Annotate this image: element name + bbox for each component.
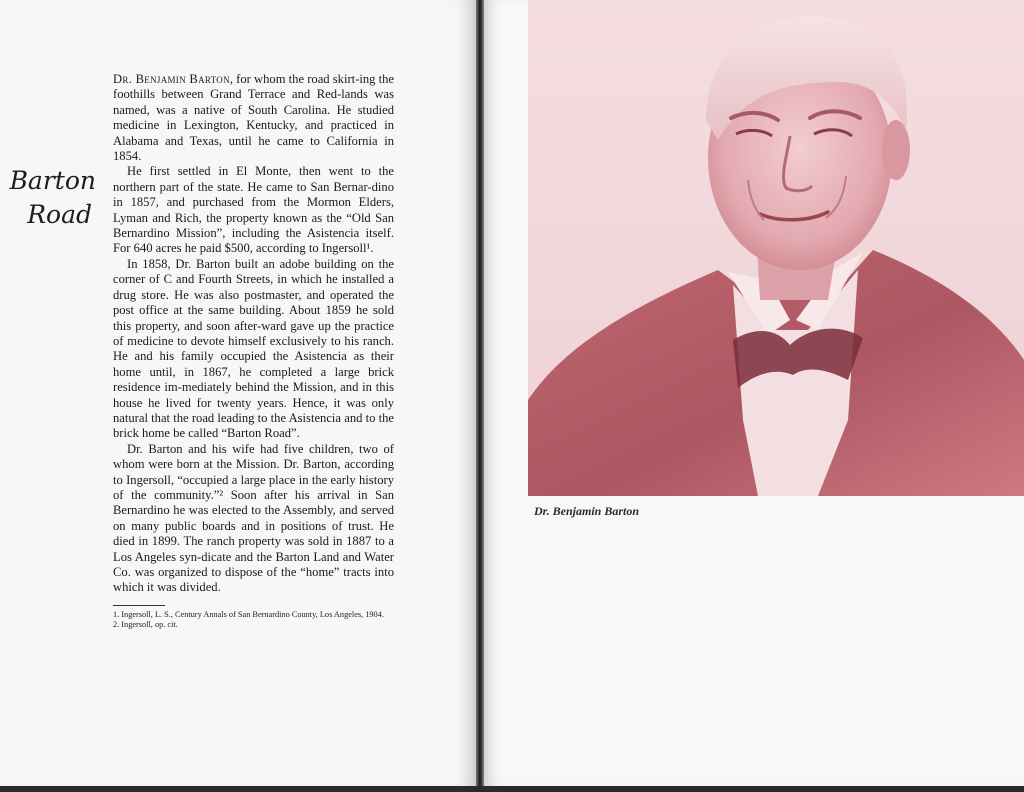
paragraph-1 bbox=[113, 72, 394, 164]
lead-in-name: Dr. Benjamin Barton bbox=[113, 72, 230, 86]
photo-caption: Dr. Benjamin Barton bbox=[534, 504, 640, 518]
paragraph-4: Dr. Barton and his wife had five children, two of whom were born at the Mission. Dr. Barton, according to Ingersoll, “occupied a large place in the early history of the community.”² Soon after his arrival in San Bernardino he was elected to the Assembly, and served on many public boards and in positions of trust. He died in 1899. The ranch property was sold in 1887 to a Los Angeles syn-dicate and the Barton Land and Water Co. was organized to dispose of the “home” tracts into which it was divided. bbox=[113, 441, 394, 595]
footnote-2: 2. Ingersoll, op. cit. bbox=[113, 619, 178, 629]
portrait-photo bbox=[528, 0, 1024, 496]
paragraph-1-text: , for whom the road skirt-ing the foothills between Grand Terrace and Red-lands was named, was a native of South Carolina. He studied medicine in Lexington, Kentucky, and practiced in Alabama and Texas, until he came to California in 1854. bbox=[113, 72, 394, 164]
article-body bbox=[113, 72, 394, 596]
portrait-illustration bbox=[528, 0, 1024, 496]
paragraph-2: He first settled in El Monte, then went to the northern part of the state. He came to San Bernar-dino in 1857, and purchased from the Mormon Elders, Lyman and Rich, the property known as the “Old San Bernardino Mission”, including the Asistencia itself. For 640 acres he paid $500, according to Ingersoll¹. bbox=[113, 164, 394, 256]
book-gutter bbox=[476, 0, 484, 792]
paragraph-3: In 1858, Dr. Barton built an adobe building on the corner of C and Fourth Streets, in which he installed a drug store. He was also postmaster, and operated the post office at the same building. About 1859 he sold this property, and soon after-ward gave up the practice of medicine to devote himself exclusively to his ranch. He and his family occupied the Asistencia as their home until, in 1867, he completed a large brick residence im-mediately behind the Mission, and in this house he lived for twenty years. Hence, it was only natural that the road leading to the Asistencia and to the brick home be called “Barton Road”. bbox=[113, 256, 394, 441]
footnotes bbox=[113, 610, 394, 629]
chapter-title-line2: Road bbox=[27, 200, 92, 229]
footnote-rule bbox=[113, 605, 165, 606]
chapter-title-line1: Barton bbox=[9, 166, 96, 195]
footnote-1: 1. Ingersoll, L. S., Century Annals of San Bernardino County, Los Angeles, 1904. bbox=[113, 610, 384, 619]
page-bottom-edge bbox=[0, 786, 1024, 792]
chapter-title bbox=[2, 164, 102, 232]
